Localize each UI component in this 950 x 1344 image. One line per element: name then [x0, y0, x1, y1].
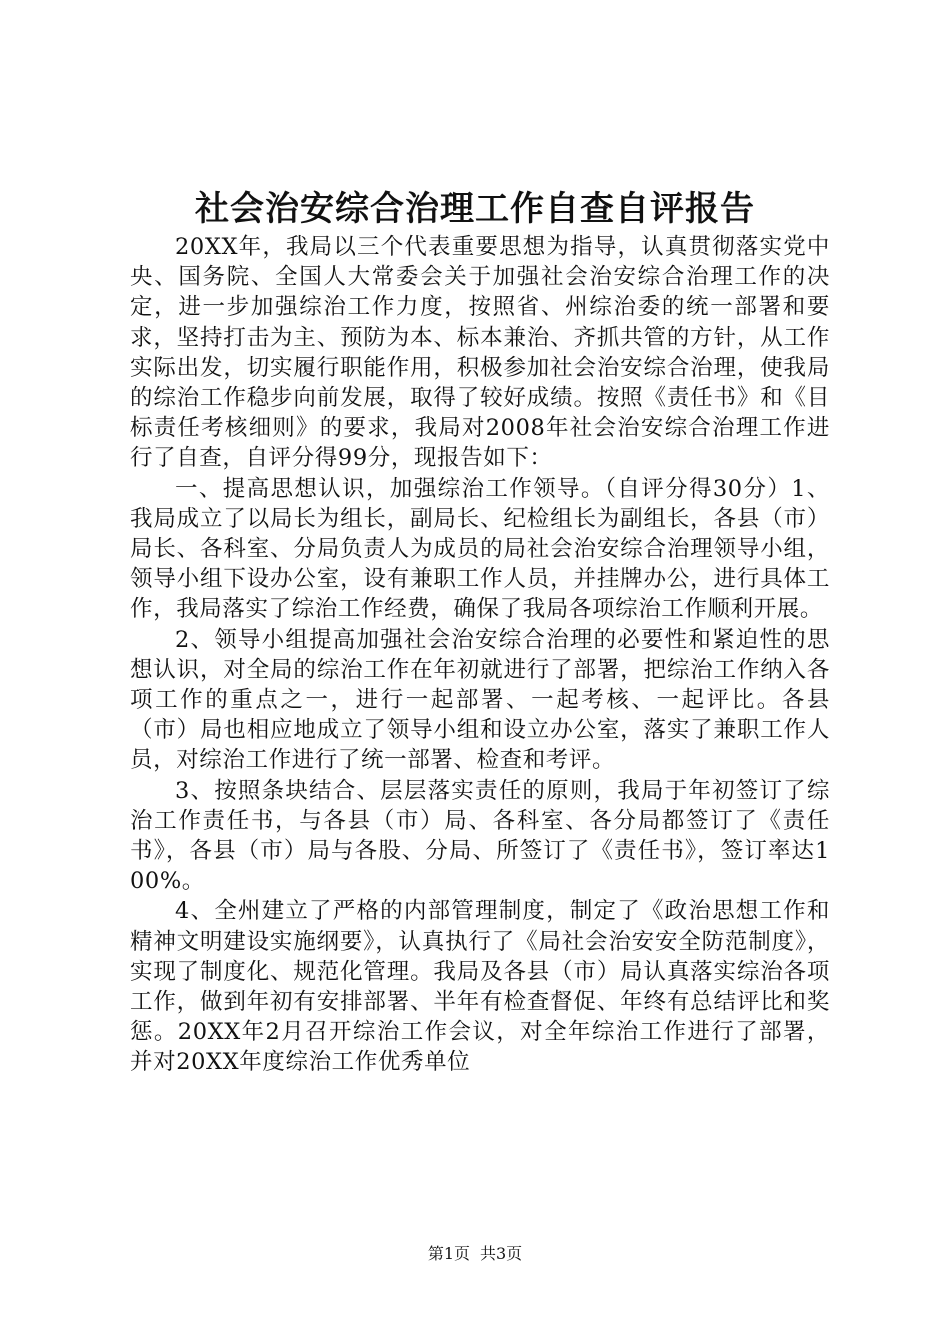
paragraph-item-4: 4、全州建立了严格的内部管理制度，制定了《政治思想工作和精神文明建设实施纲要》，认真执行了《局社会治安安全防范制度》，实现了制度化、规范化管理。我局及各县（市）局认真落实综治各项工作，做到年初有安排部署、半年有检查督促、年终有总结评比和奖惩。20XX年2月召开综治工作会议，对全年综治工作进行了部署，并对20XX年度综治工作优秀单位 [130, 898, 830, 1076]
document-body [130, 232, 830, 1078]
paragraph-section-1: 一、提高思想认识，加强综治工作领导。（自评分得30分）1、我局成立了以局长为组长，副局长、纪检组长为副组长，各县（市）局长、各科室、分局负责人为成员的局社会治安综合治理领导小组，领导小组下设办公室，设有兼职工作人员，并挂牌办公，进行具体工作，我局落实了综治工作经费，确保了我局各项综治工作顺利开展。 [130, 475, 830, 623]
page-total: 共3页 [480, 1244, 523, 1263]
page-footer [0, 1242, 950, 1266]
paragraph-item-3: 3、按照条块结合、层层落实责任的原则，我局于年初签订了综治工作责任书，与各县（市）局、各科室、各分局都签订了《责任书》，各县（市）局与各股、分局、所签订了《责任书》，签订率达100%。 [130, 777, 830, 895]
paragraph-intro: 20XX年，我局以三个代表重要思想为指导，认真贯彻落实党中央、国务院、全国人大常委会关于加强社会治安综合治理工作的决定，进一步加强综治工作力度，按照省、州综治委的统一部署和要求，坚持打击为主、预防为本、标本兼治、齐抓共管的方针，从工作实际出发，切实履行职能作用，积极参加社会治安综合治理，使我局的综治工作稳步向前发展，取得了较好成绩。按照《责任书》和《目标责任考核细则》的要求，我局对2008年社会治安综合治理工作进行了自查，自评分得99分，现报告如下： [130, 234, 830, 472]
document-title: 社会治安综合治理工作自查自评报告 [195, 189, 755, 229]
paragraph-item-2: 2、领导小组提高加强社会治安综合治理的必要性和紧迫性的思想认识，对全局的综治工作在年初就进行了部署，把综治工作纳入各项工作的重点之一，进行一起部署、一起考核、一起评比。各县（市）局也相应地成立了领导小组和设立办公室，落实了兼职工作人员，对综治工作进行了统一部署、检查和考评。 [130, 626, 830, 774]
page-number: 第1页 [427, 1244, 470, 1263]
